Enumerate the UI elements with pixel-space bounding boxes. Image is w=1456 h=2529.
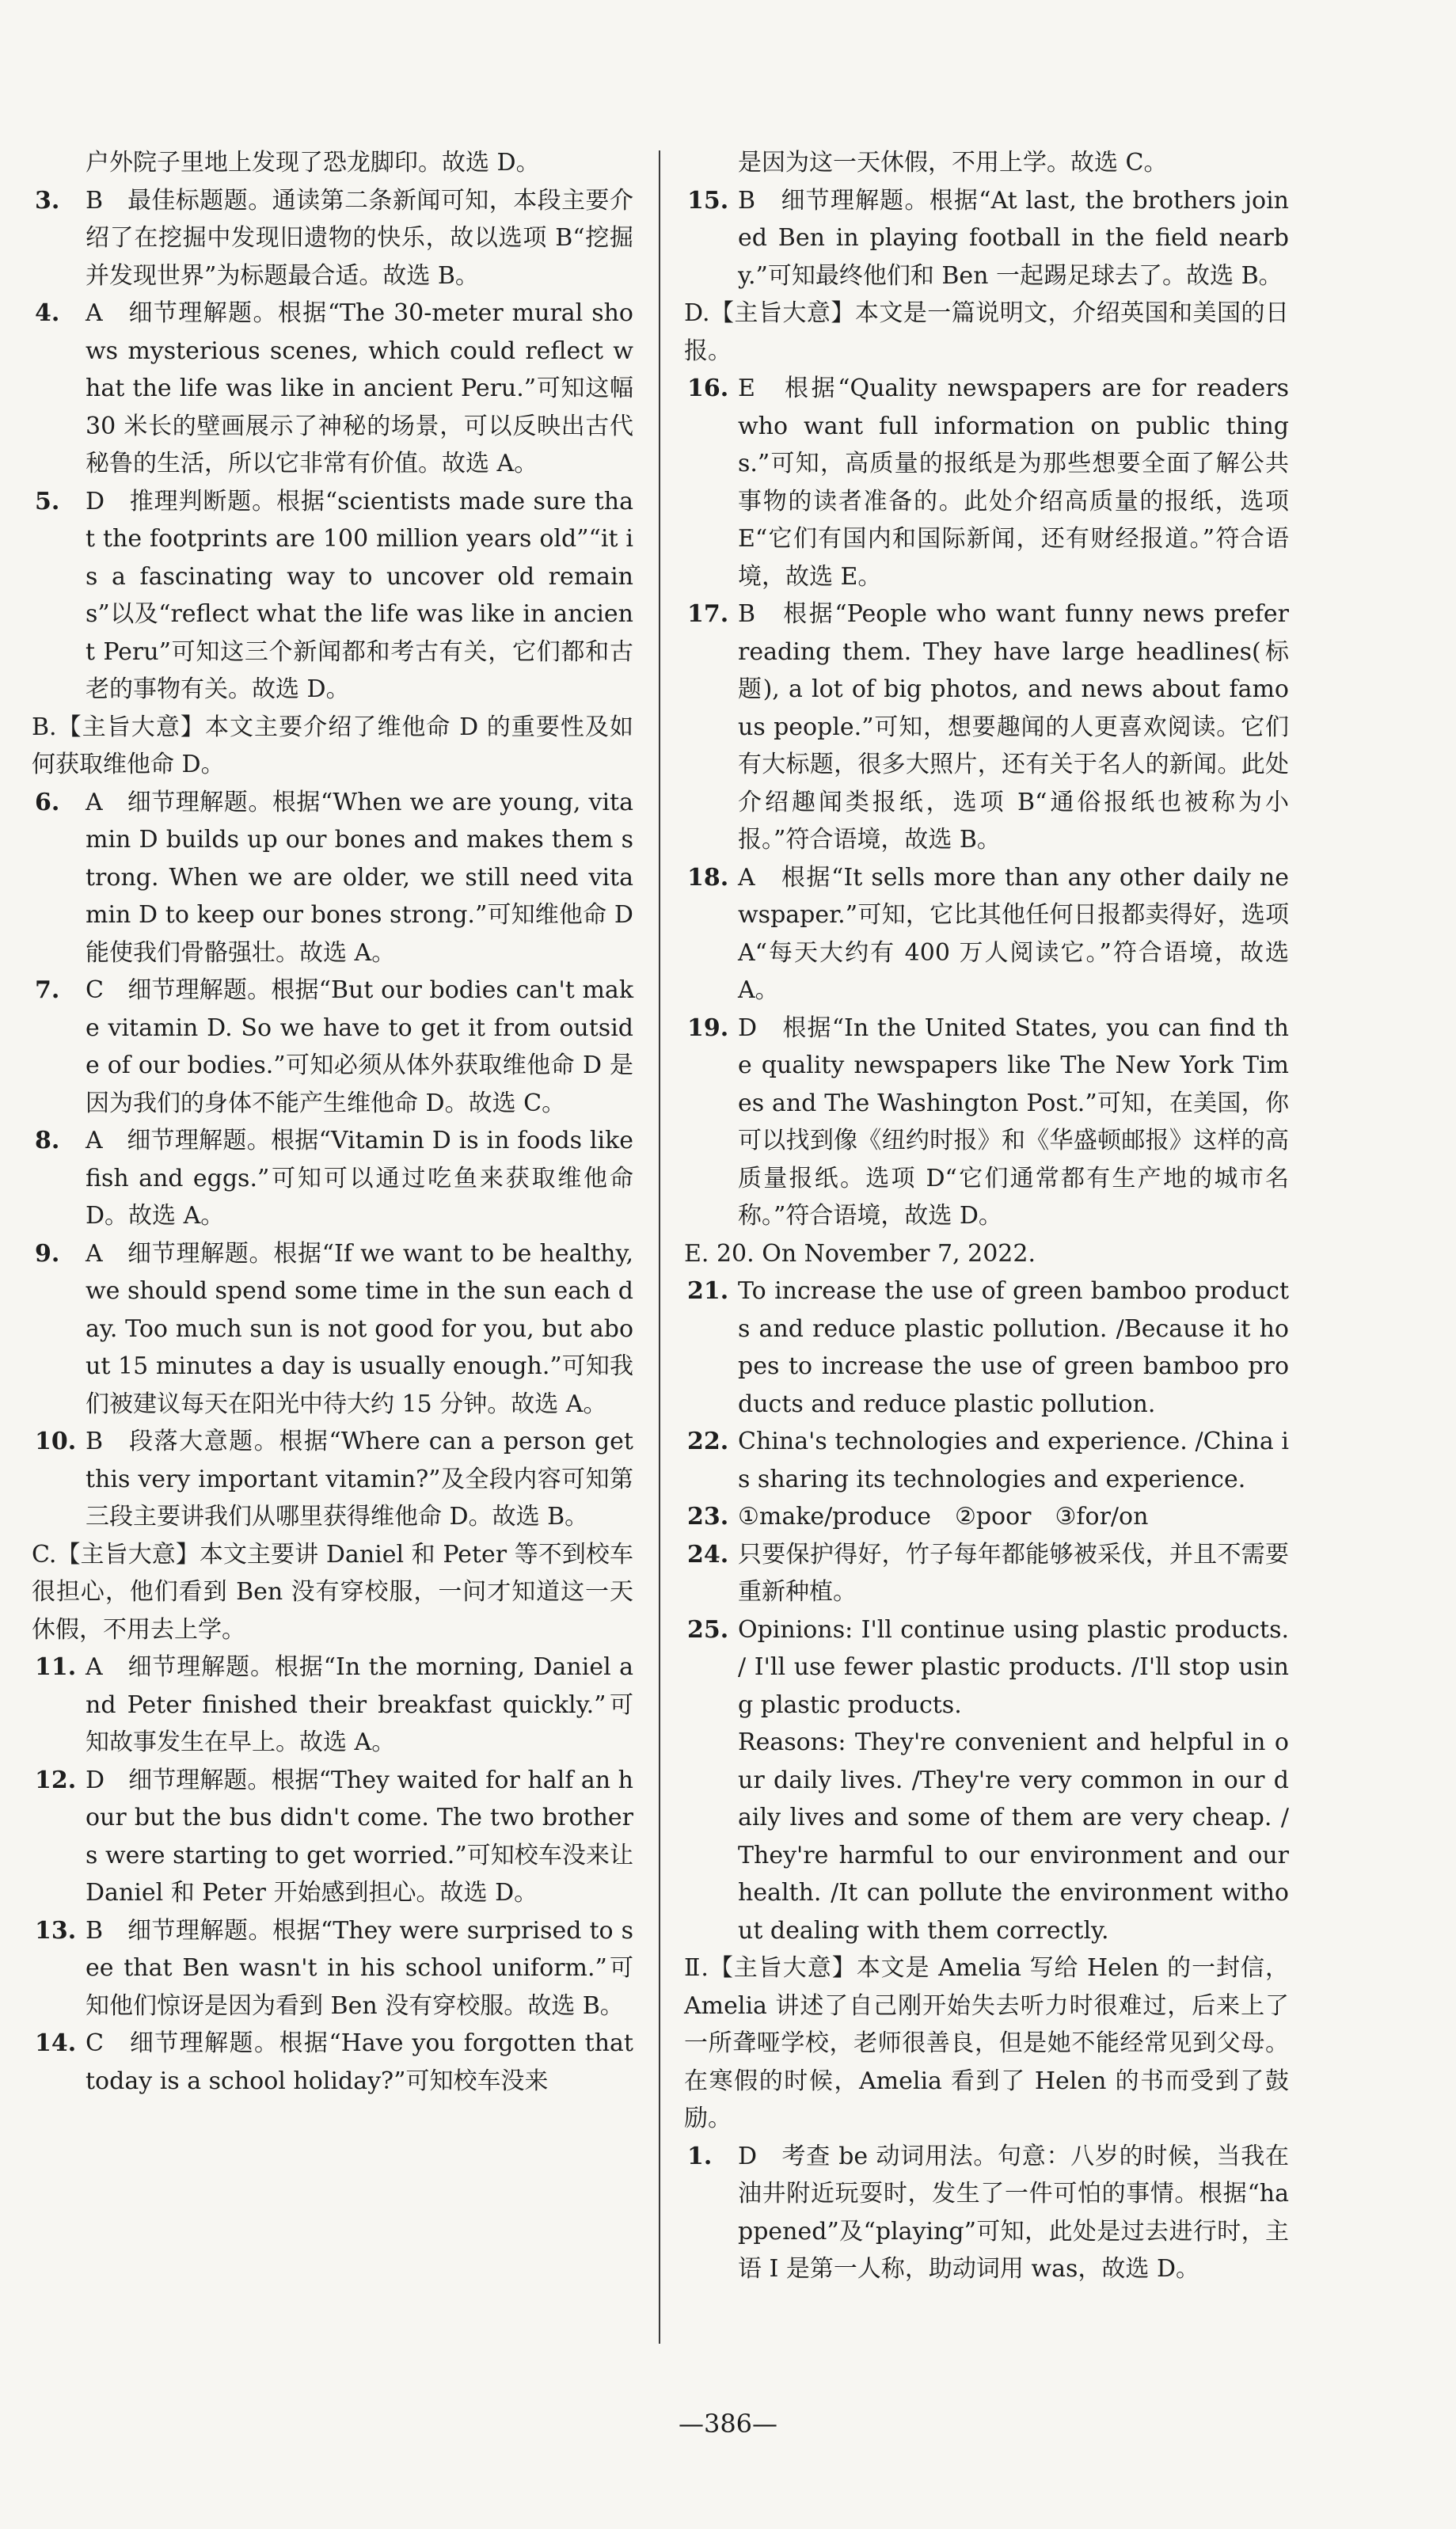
section-summary	[684, 295, 1289, 370]
answer-text: A 细节理解题。根据“The 30-meter mural shows mysterious scenes, which could reflect what the life was like in ancient Peru.”可知这幅 30 米长的壁画展示了神秘的场景，可以反映出古代秘鲁的生活，所以它非常有价值。故选 A。	[86, 299, 633, 477]
answer-text: C.【主旨大意】本文主要讲 Daniel 和 Peter 等不到校车很担心，他们看到 Ben 没有穿校服，一问才知道这一天休假，不用去上学。	[32, 1540, 633, 1644]
question-number: 22.	[687, 1428, 729, 1455]
question-number: 18.	[687, 863, 729, 892]
answer-text: C 细节理解题。根据“But our bodies can't make vitamin D. So we have to get it from outside of our bodies.”可知必须从体外获取维他命 D 是因为我们的身体不能产生维他命 D。故选 C。	[86, 976, 633, 1117]
answer-text: B 细节理解题。根据“At last, the brothers joined Ben in playing football in the field nearby.”可知最终他们和 Ben 一起踢足球去了。故选 B。	[738, 186, 1289, 290]
question-number: 11.	[35, 1653, 77, 1681]
answer-item	[684, 1423, 1289, 1498]
answer-text: Ⅱ.【主旨大意】本文是 Amelia 写给 Helen 的一封信，Amelia 讲述了自己刚开始失去听力时很难过，后来上了一所聋哑学校，老师很善良，但是她不能经常见到父母。在寒假的时候，Amelia 看到了 Helen 的书而受到了鼓励。	[684, 1954, 1289, 2132]
answer-text: D 推理判断题。根据“scientists made sure that the footprints are 100 million years old”“it is a fascinating way to uncover old remains”以及“reflect what the life was like in ancient Peru”可知这三个新闻都和考古有关，它们都和古老的事物有关。故选 D。	[86, 487, 633, 703]
question-number: 9.	[35, 1239, 60, 1268]
page-number: —386—	[678, 2409, 778, 2439]
answer-text: D.【主旨大意】本文是一篇说明文，介绍英国和美国的日报。	[684, 299, 1289, 365]
question-number: 12.	[35, 1766, 77, 1794]
answer-text: A 细节理解题。根据“Vitamin D is in foods like fish and eggs.”可知可以通过吃鱼来获取维他命 D。故选 A。	[86, 1127, 633, 1230]
answer-item	[32, 1762, 633, 1912]
question-number: 1.	[687, 2142, 713, 2170]
answer-text: E 根据“Quality newspapers are for readers who want full information on public things.”可知，高质量的报纸是为那些想要全面了解公共事物的读者准备的。此处介绍高质量的报纸，选项 E“它们有国内和国际新闻，还有财经报道。”符合语境，故选 E。	[738, 375, 1289, 591]
answer-text: B 细节理解题。根据“They were surprised to see that Ben wasn't in his school uniform.”可知他们惊讶是因为看到 Ben 没有穿校服。故选 B。	[86, 1916, 633, 2020]
answer-text: A 细节理解题。根据“If we want to be healthy, we should spend some time in the sun each day. Too much sun is not good for you, but about 15 minutes a day is usually enough.”可知我们被建议每天在阳光中待大约 15 分钟。故选 A。	[86, 1239, 633, 1418]
left-column	[32, 144, 633, 2100]
answer-item	[684, 182, 1289, 295]
answer-text: B 根据“People who want funny news prefer reading them. They have large headlines(标题), a lot of big photos, and news about famous people.”可知，想要趣闻的人更喜欢阅读。它们有大标题，很多大照片，还有关于名人的新闻。此处介绍趣闻类报纸，选项 B“通俗报纸也被称为小报。”符合语境，故选 B。	[738, 600, 1289, 854]
answer-item	[32, 784, 633, 972]
answer-item	[684, 595, 1289, 859]
question-number: 16.	[687, 375, 729, 402]
column-divider	[659, 150, 660, 2344]
answer-text: 户外院子里地上发现了恐龙脚印。故选 D。	[86, 149, 540, 177]
answer-item	[684, 1272, 1289, 1423]
answer-text: 是因为这一天休假，不用上学。故选 C。	[738, 149, 1168, 177]
question-number: 7.	[35, 976, 60, 1004]
answer-item	[684, 1498, 1289, 1536]
right-column	[684, 144, 1289, 2288]
question-number: 3.	[35, 186, 60, 215]
answer-text: To increase the use of green bamboo products and reduce plastic pollution. /Because it hopes to increase the use of green bamboo products and reduce plastic pollution.	[738, 1277, 1289, 1418]
continued-text	[684, 144, 1289, 182]
answer-text: B.【主旨大意】本文主要介绍了维他命 D 的重要性及如何获取维他命 D。	[32, 713, 633, 778]
question-number: 8.	[35, 1127, 60, 1154]
answer-item	[684, 859, 1289, 1010]
answer-item	[32, 1235, 633, 1424]
answer-item	[684, 2138, 1289, 2288]
answer-text: China's technologies and experience. /China is sharing its technologies and experience.	[738, 1428, 1289, 1493]
section-summary	[32, 1536, 633, 1649]
question-number: 19.	[687, 1014, 729, 1042]
answer-text: Reasons: They're convenient and helpful in our daily lives. /They're very common in our daily lives and some of them are very cheap. / They're harmful to our environment and our health. /It can pollute the environment without dealing with them correctly.	[738, 1728, 1289, 1945]
question-number: 23.	[687, 1503, 729, 1531]
answer-item	[32, 2025, 633, 2100]
answer-text: C 细节理解题。根据“Have you forgotten that today is a school holiday?”可知校车没来	[86, 2029, 633, 2095]
answer-text: Opinions: I'll continue using plastic products. / I'll use fewer plastic products. /I'll stop using plastic products.	[738, 1615, 1289, 1719]
answer-item	[684, 1010, 1289, 1235]
question-number: 15.	[687, 186, 729, 215]
answer-text: B 最佳标题题。通读第二条新闻可知，本段主要介绍了在挖掘中发现旧遗物的快乐，故以选项 B“挖掘并发现世界”为标题最合适。故选 B。	[86, 186, 633, 290]
answer-text: D 细节理解题。根据“They waited for half an hour but the bus didn't come. The two brothers were starting to get worried.”可知校车没来让 Daniel 和 Peter 开始感到担心。故选 D。	[86, 1766, 633, 1907]
answer-item	[32, 972, 633, 1122]
answer-item	[684, 370, 1289, 595]
answer-item	[32, 1649, 633, 1762]
answer-text: D 考查 be 动词用法。句意：八岁的时候，当我在油井附近玩耍时，发生了一件可怕的事情。根据“happened”及“playing”可知，此处是过去进行时，主语 I 是第一人称，助动词用 was，故选 D。	[738, 2142, 1289, 2283]
continued-text	[684, 1724, 1289, 1949]
answer-text: A 细节理解题。根据“In the morning, Daniel and Peter finished their breakfast quickly.”可知故事发生在早上。故选 A。	[86, 1653, 633, 1756]
section-summary	[32, 709, 633, 784]
question-number: 14.	[35, 2029, 77, 2057]
answer-text: B 段落大意题。根据“Where can a person get this very important vitamin?”及全段内容可知第三段主要讲我们从哪里获得维他命 D。故选 B。	[86, 1428, 633, 1531]
continued-text	[32, 144, 633, 182]
answer-item	[32, 1912, 633, 2025]
question-number: 13.	[35, 1916, 77, 1945]
question-number: 10.	[35, 1428, 77, 1455]
answer-text: 只要保护得好，竹子每年都能够被采伐，并且不需要重新种植。	[738, 1540, 1289, 1606]
question-number: 5.	[35, 487, 60, 515]
answer-item	[684, 1536, 1289, 1611]
answer-item	[32, 182, 633, 295]
answer-item	[684, 1611, 1289, 1725]
answer-text: ①make/produce ②poor ③for/on	[738, 1503, 1149, 1531]
question-number: 21.	[687, 1277, 729, 1305]
section-summary	[684, 1949, 1289, 2138]
question-number: 25.	[687, 1615, 729, 1644]
answer-text: D 根据“In the United States, you can find the quality newspapers like The New York Times and The Washington Post.”可知，在美国，你可以找到像《纽约时报》和《华盛顿邮报》这样的高质量报纸。选项 D“它们通常都有生产地的城市名称。”符合语境，故选 D。	[738, 1014, 1289, 1230]
question-number: 4.	[35, 299, 60, 327]
answer-item	[32, 295, 633, 483]
answer-text: A 根据“It sells more than any other daily newspaper.”可知，它比其他任何日报都卖得好，选项 A“每天大约有 400 万人阅读它。”符合语境，故选 A。	[738, 863, 1289, 1004]
answer-text: A 细节理解题。根据“When we are young, vitamin D builds up our bones and makes them strong. When we are older, we still need vitamin D to keep our bones strong.”可知维他命 D 能使我们骨骼强壮。故选 A。	[86, 788, 633, 967]
answer-item	[32, 1423, 633, 1536]
question-number: 24.	[687, 1540, 729, 1569]
question-number: 6.	[35, 788, 60, 816]
section-summary	[684, 1235, 1289, 1273]
answer-text: E. 20. On November 7, 2022.	[684, 1239, 1036, 1268]
answer-item	[32, 483, 633, 709]
question-number: 17.	[687, 600, 729, 628]
answer-item	[32, 1122, 633, 1235]
